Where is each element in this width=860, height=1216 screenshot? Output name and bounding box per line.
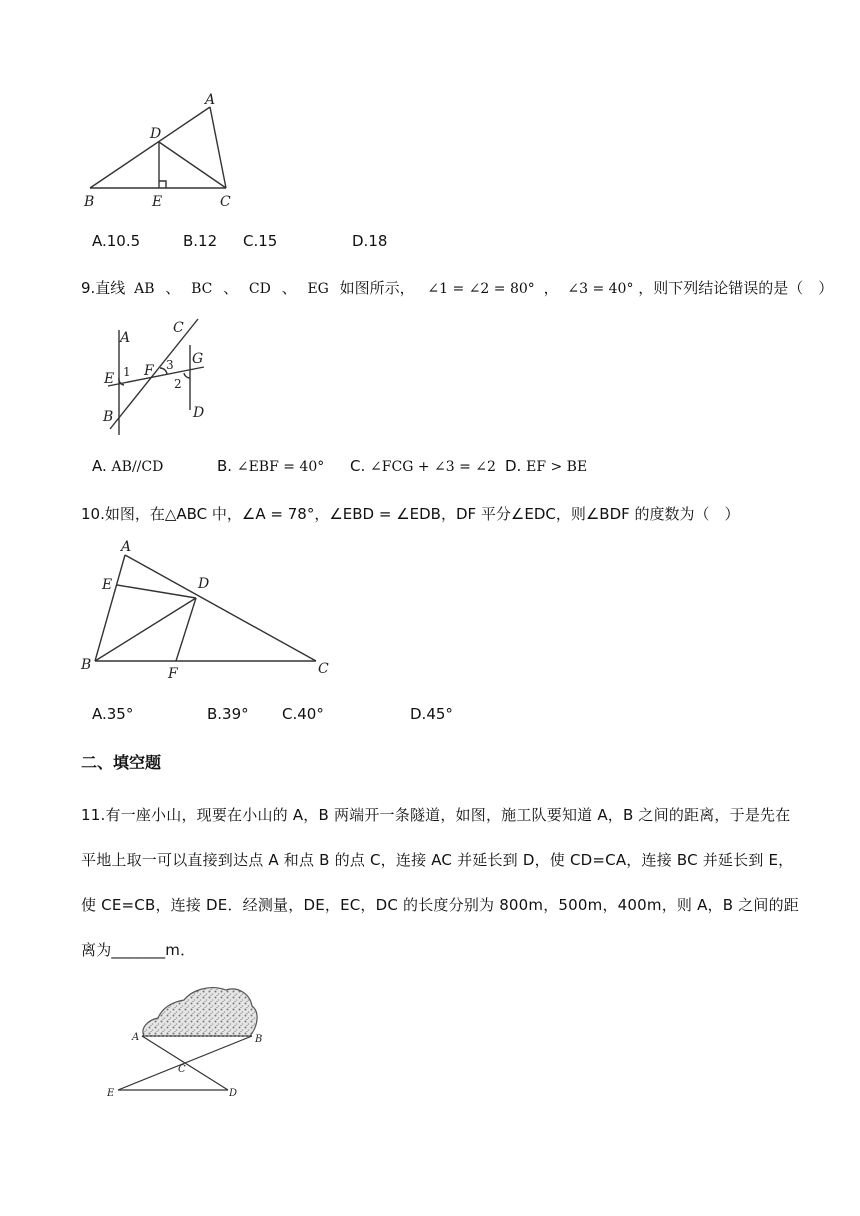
label-a: A (121, 539, 132, 555)
q8-figure (80, 90, 250, 215)
q9-option-a: A. AB//CD (92, 457, 164, 475)
label-a: A (120, 330, 131, 346)
q9-option-c: C. ∠FCG + ∠3 = ∠2 (350, 457, 496, 475)
q9-option-b: B. ∠EBF = 40° (217, 457, 325, 475)
label-a: A (132, 1032, 140, 1043)
seg-df (176, 598, 196, 661)
label-angle-1: 1 (123, 365, 131, 379)
q11-figure (100, 978, 270, 1103)
seg-be (118, 1036, 252, 1090)
q9-stem: 9.直线 AB 、 BC 、 CD 、 EG 如图所示， ∠1 = ∠2 = 80° ， ∠3 = 40° ，则下列结论错误的是（ ） (81, 279, 834, 297)
q11-line-1: 11.有一座小山，现要在小山的 A，B 两端开一条隧道，如图，施工队要知道 A，B 之间的距离，于是先在 (81, 806, 791, 824)
label-g: G (192, 351, 204, 367)
seg-ed (117, 585, 196, 598)
label-b: B (255, 1034, 263, 1045)
q11-line-4: 离为_______m． (81, 941, 196, 959)
hill-shape (143, 988, 257, 1036)
label-d: D (198, 576, 210, 592)
label-d: D (229, 1088, 238, 1099)
label-e: E (104, 371, 115, 387)
label-c: C (173, 320, 184, 336)
label-b: B (81, 657, 92, 673)
label-b: B (103, 409, 114, 425)
q8-option-d: D.18 (352, 232, 388, 250)
seg-dc (159, 142, 226, 188)
q10-option-c: C.40° (282, 705, 324, 723)
label-e: E (102, 577, 113, 593)
q10-stem: 10.如图，在△ABC 中，∠A = 78°，∠EBD = ∠EDB，DF 平分∠EDC，则∠BDF 的度数为（ ） (81, 505, 740, 523)
label-a: A (205, 92, 216, 108)
label-angle-2: 2 (174, 377, 182, 391)
right-angle-mark (159, 181, 166, 188)
label-angle-3: 3 (166, 358, 174, 372)
label-d: D (150, 126, 162, 142)
label-f: F (168, 666, 178, 682)
label-e: E (107, 1088, 115, 1099)
label-e: E (152, 194, 163, 210)
q9-option-d: D. EF > BE (505, 457, 588, 475)
q11-line-2: 平地上取一可以直接到达点 A 和点 B 的点 C，连接 AC 并延长到 D，使 CD=CA，连接 BC 并延长到 E， (81, 851, 794, 869)
label-d: D (193, 405, 205, 421)
label-f: F (144, 363, 154, 379)
seg-ac (210, 107, 226, 188)
label-c: C (318, 661, 329, 677)
q9-figure (98, 315, 218, 440)
q8-option-b: B.12 (183, 232, 218, 250)
label-c: C (178, 1064, 186, 1075)
label-c: C (220, 194, 231, 210)
q10-option-a: A.35° (92, 705, 134, 723)
q10-figure (78, 535, 338, 685)
q8-option-c: C.15 (243, 232, 278, 250)
q8-option-a: A.10.5 (92, 232, 141, 250)
q10-option-b: B.39° (207, 705, 249, 723)
label-b: B (84, 194, 95, 210)
q10-option-d: D.45° (410, 705, 453, 723)
q11-line-3: 使 CE=CB，连接 DE．经测量，DE，EC，DC 的长度分别为 800m，500m，400m，则 A，B 之间的距 (81, 896, 800, 914)
seg-ac (125, 555, 316, 661)
seg-ba (90, 107, 210, 188)
section-title: 二、填空题 (81, 753, 162, 772)
angle-2-arc (184, 373, 190, 378)
